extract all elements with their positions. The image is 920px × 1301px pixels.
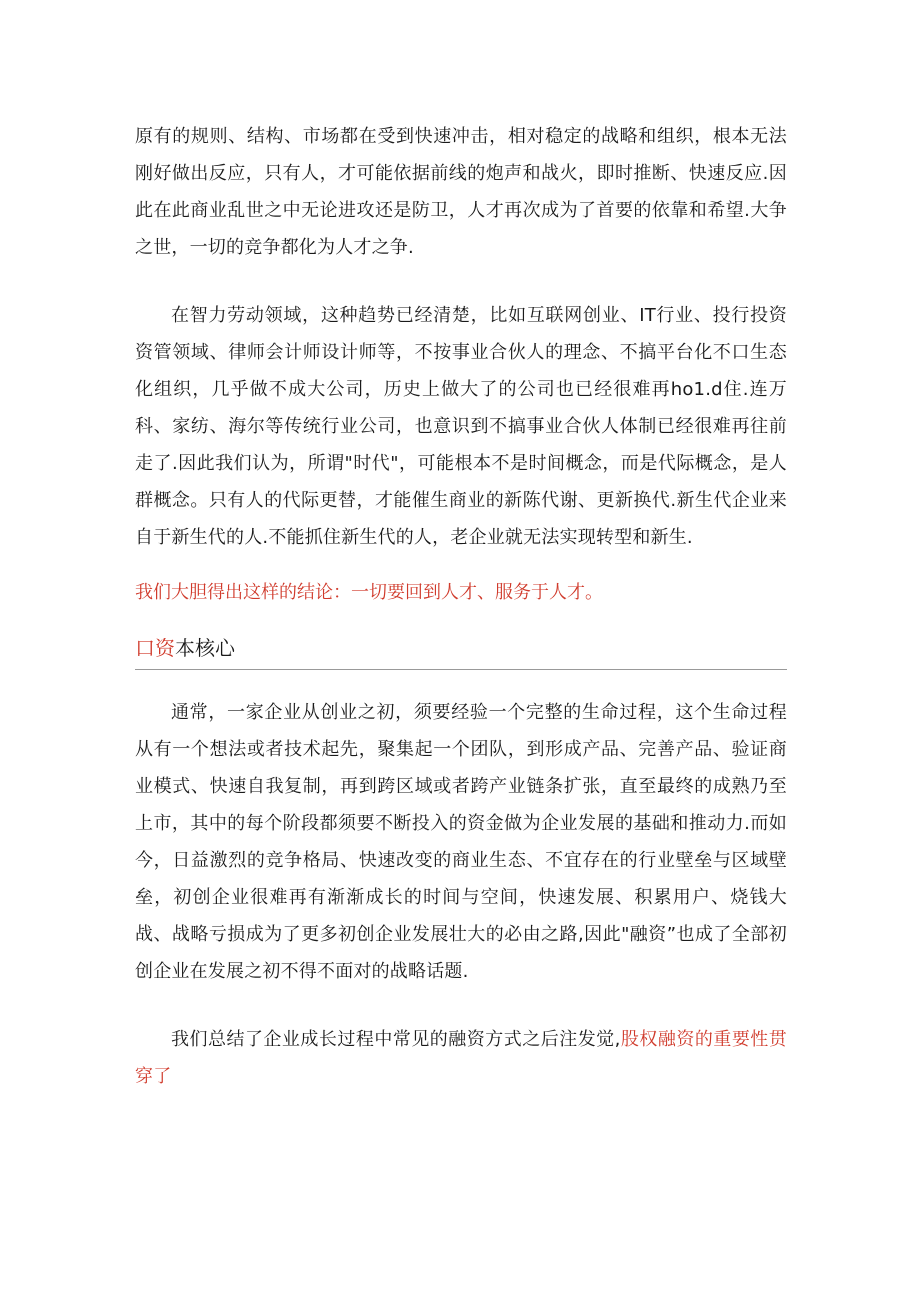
document-page [135,118,787,1095]
paragraph-intellectual-labor: 在智力劳动领域，这种趋势已经清楚，比如互联网创业、IT行业、投行投资资管领域、律师会计师设计师等，不按事业合伙人的理念、不搞平台化不口生态化组织，几乎做不成大公司，历史上做大了的公司也已经很难再ho1.d住.连万科、家纺、海尔等传统行业公司，也意识到不搞事业合伙人体制已经很难再往前走了.因此我们认为，所谓"时代"，可能根本不是时间概念，而是代际概念，是人群概念。只有人的代际更替，才能催生商业的新陈代谢、更新换代.新生代企业来自于新生代的人.不能抓住新生代的人，老企业就无法实现转型和新生. [135,305,787,548]
paragraph-equity-normal-text: 我们总结了企业成长过程中常见的融资方式之后注发觉, [171,1029,621,1050]
paragraph-equity-highlight: 股权融资的重要性贯穿了 [135,1029,787,1087]
paragraph-talent-competition: 原有的规则、结构、市场都在受到快速冲击，相对稳定的战略和组织，根本无法刚好做出反应，只有人，才可能依据前线的炮声和战火，即时推断、快速反应.因此在此商业乱世之中无论进攻还是防卫，人才再次成为了首要的依靠和希望.大争之世，一切的竞争都化为人才之争. [135,126,787,258]
section-heading-dark-part: 本核心 [175,636,235,660]
section-heading-red-part: 口资 [135,636,175,660]
paragraph-enterprise-lifecycle: 通常，一家企业从创业之初，须要经验一个完整的生命过程，这个生命过程从有一个想法或者技术起先，聚集起一个团队，到形成产品、完善产品、验证商业模式、快速自我复制，再到跨区域或者跨产业链条扩张，直至最终的成熟乃至上市，其中的每个阶段都须要不断投入的资金做为企业发展的基础和推动力.而如今，日益激烈的竞争格局、快速改变的商业生态、不宜存在的行业壁垒与区域壁垒，初创企业很难再有渐渐成长的时间与空间，快速发展、积累用户、烧钱大战、战略亏损成为了更多初创企业发展壮大的必由之路,因此"融资”也成了全部初创企业在发展之初不得不面对的战略话题. [135,702,787,982]
conclusion-statement: 我们大胆得出这样的结论：一切要回到人才、服务于人才。 [135,582,603,603]
paragraph-equity-financing [135,1021,787,1095]
section-heading [135,631,787,670]
